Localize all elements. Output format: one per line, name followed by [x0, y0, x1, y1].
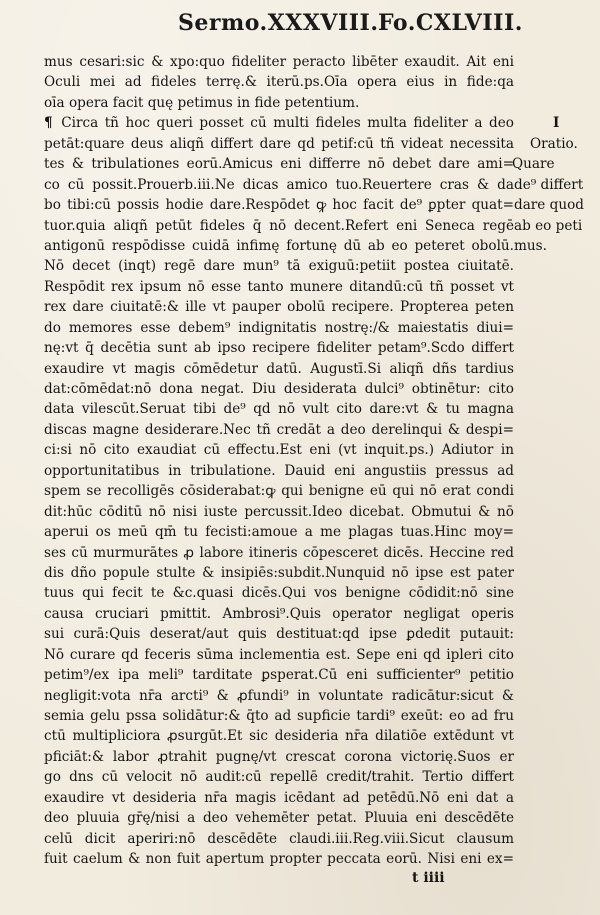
margin-note-quare: Quare: [512, 156, 555, 172]
text-line: petāt:quare deus aliqñ differt dare qd petif:cū tñ videat necessita: [44, 135, 514, 152]
margin-note-dare-quod: dare quod: [514, 197, 585, 213]
text-line: petim⁹/ex ipa meli⁹ tarditate ꝑsperat.Cū eni sufficienter⁹ petitio: [44, 667, 514, 684]
text-line: negligit:vota nr̄a arcti⁹ & ꝓfundi⁹ in voluntate radicātur:sicut &: [44, 687, 514, 704]
text-line: co cū possit.Prouerb.iii.Ne dicas amico tuo.Reuertere cras & da: [44, 176, 514, 193]
text-line: spem se recolligēs cōsiderabat:ꝙ qui benigne eū qui nō erat condi: [44, 483, 514, 500]
text-line: exaudire vt magis cōmēdetur datū. Augustī.Si aliqñ dñs tardius: [44, 360, 514, 377]
text-line: pficiāt:& labor ꝓtrahit pugnę/vt crescat corona victorię.Suos er: [44, 748, 514, 765]
text-line: Respōdit rex ipsum nō esse tanto munere ditandū:cū tñ posset vt: [44, 278, 514, 295]
text-line: Oculi mei ad fideles terrę.& iterū.ps.Oīa opera eius in fide:qa: [44, 74, 514, 91]
text-line: [44, 113, 514, 133]
text-line: nę:vt q̄ decētia sunt ab ipso recipere fideliter petam⁹.Scdo differt: [44, 340, 514, 357]
text-line: exaudire vt desideria nr̄a magis icēdant ad petēdū.Nō eni dat a: [44, 789, 514, 806]
text-line: tuus qui fecit te &c.quasi dicēs.Qui vos benigne cōdidit:nō sine: [44, 585, 514, 602]
text-line: causa cruciari pmittit. Ambrosi⁹.Quis operator negligat operis: [44, 605, 514, 622]
text-line: dat:cōmēdat:nō dona negat. Diu desiderata dulci⁹ obtinētur: cito: [44, 381, 514, 397]
text-line: sui curā:Quis deserat/aut quis destituat:qd ipse ꝑdedit putauit:: [44, 626, 514, 643]
text-line: Nō decet (inqt) regē dare mun⁹ tā exiguū:petiit postea ciuitatē.: [44, 258, 514, 275]
text-line: dit:hūc cōditū nō nisi iuste percussit.Ideo dicebat. Obmutui & nō: [44, 503, 514, 520]
margin-note-mus: mus.: [514, 238, 547, 254]
text-line: data vilescūt.Seruat tibi de⁹ qd nō vult cito dare:vt & tu magna: [44, 401, 514, 418]
text-line: aperui os meū qm̄ tu fecisti:amoue a me plagas tuas.Hinc moy=: [44, 524, 514, 541]
folio-number: Fo.CXLVIII.: [378, 10, 523, 36]
main-text-column: [44, 52, 514, 870]
sermon-number: Sermo.XXXVIII.: [178, 10, 379, 36]
margin-note-numeral: I: [553, 115, 560, 131]
text-line: rex dare ciuitatē:& ille vt pauper obolū recipere. Propterea peten: [44, 299, 514, 316]
text-line: deo pluuia gr̄ę/nisi a deo vehemēter petat. Pluuia eni descēdēte: [44, 810, 514, 827]
text-line-content: Circa tñ hoc queri posset cū multi fideles multa fideliter a deo: [61, 115, 514, 132]
text-line: Nō curare qd feceris sūma inclementia est. Sepe eni qd ipleri cito: [44, 646, 514, 663]
text-line: tuor.quia aliqñ petūt fideles q̄ nō decent.Refert eni Seneca regē: [44, 217, 514, 234]
text-line: go dns cū velocit nō audit:cū repellē credit/trahit. Tertio differt: [44, 769, 514, 786]
text-line: oīa opera facit quę petimus in fide petentium.: [44, 94, 360, 111]
text-line: ci:si nō cito exaudiat cū effectu.Est eni (vt inquit.ps.) Adiutor in: [44, 442, 514, 459]
paragraph-mark: ¶: [44, 115, 53, 132]
text-line: ctū multipliciora ꝓsurgūt.Et sic desideria nr̄a dilatiōe extēdunt vt: [44, 728, 514, 745]
text-line: celū dicit aperiri:nō descēdēte claudi.iii.Reg.viii.Sicut clausum: [44, 830, 514, 847]
text-line: antigonū respōdisse cuidā infimę fortunę dū ab eo peteret obolū.: [44, 237, 514, 254]
text-line: do memores esse debem⁹ indignitatis nostrę:/& maiestatis diui=: [44, 319, 514, 336]
signature-mark: t iiii: [412, 870, 445, 886]
text-line: ses cū murmurātes ꝓ labore itineris cōpesceret dicēs. Heccine red: [44, 544, 514, 561]
text-line: semia gelu pssa solidātur:& q̄to ad supficie tardi⁹ exeūt: eo ad fru: [44, 708, 514, 724]
text-line: opportunitatibus in tribulatione. Dauid eni angustiis pressus ad: [44, 462, 514, 479]
text-line: discas magne desiderare.Nec tñ credāt a deo derelinqui & despi=: [44, 421, 514, 438]
margin-note-ab-eo: ab eo peti: [514, 218, 583, 234]
margin-note-oratio: Oratio.: [530, 136, 578, 152]
text-line: mus cesari:sic & xpo:quo fideliter peracto libēter exaudit. Ait eni: [44, 54, 514, 70]
margin-note-differt: de⁹ differt: [514, 177, 584, 193]
text-line: fuit caelum & non fuit apertum propter peccata eorū. Nisi eni ex=: [44, 851, 514, 868]
text-line: tes & tribulationes eorū.Amicus eni differre nō debet dare ami=: [44, 156, 514, 173]
text-line: dis dño popule stulte & insipiēs:subdit.Nunquid nō ipse est pater: [44, 564, 514, 581]
text-line: bo tibi:cū possis hodie dare.Respōdet ꝙ hoc facit de⁹ ꝑpter quat=: [44, 197, 514, 214]
